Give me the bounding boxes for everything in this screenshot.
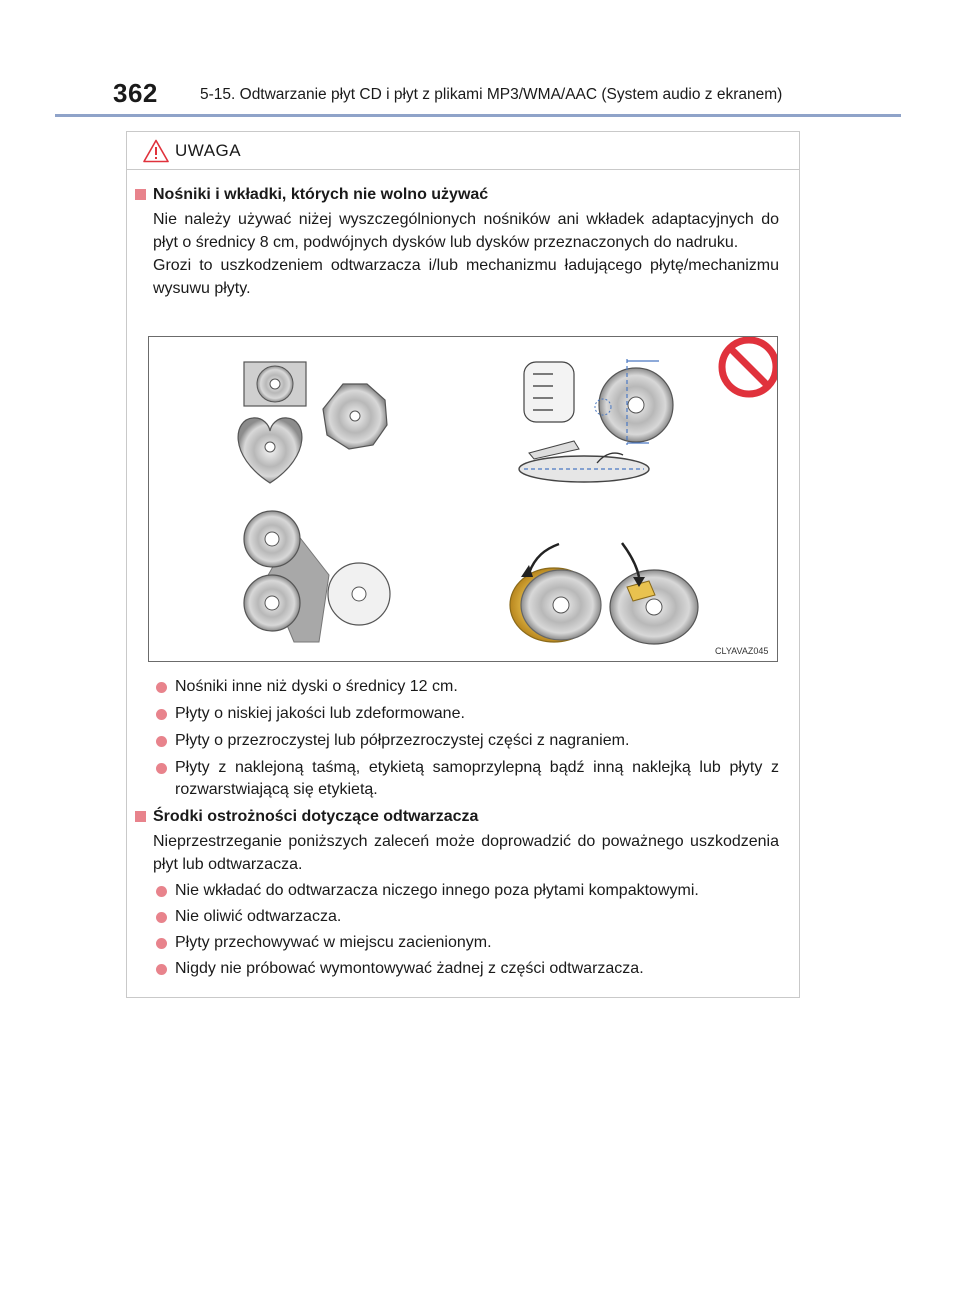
figure-code: CLYAVAZ045 xyxy=(715,646,769,656)
list-item: Nośniki inne niż dyski o średnicy 12 cm. xyxy=(153,676,779,698)
warning-label: UWAGA xyxy=(175,141,242,160)
section-title: Nośniki i wkładki, których nie wolno używać xyxy=(131,184,779,206)
illustration-svg xyxy=(149,337,777,661)
round-bullet-icon xyxy=(156,709,167,720)
forbidden-discs-illustration xyxy=(148,336,778,662)
section-title: Środki ostrożności dotyczące odtwarzacza xyxy=(131,806,779,828)
player-precautions-list xyxy=(153,880,779,980)
prohibited-sign-icon xyxy=(722,340,776,394)
round-bullet-icon xyxy=(156,964,167,975)
heart-disc-icon xyxy=(238,418,302,483)
forbidden-media-list xyxy=(153,676,779,801)
octagon-disc-icon xyxy=(323,384,387,449)
list-item: Płyty o przezroczystej lub półprzezroczystej części z nagraniem. xyxy=(153,730,779,752)
round-bullet-icon xyxy=(156,763,167,774)
list-item: Płyty z naklejoną taśmą, etykietą samoprzylepną bądź inną naklejką lub płyty z rozwarstwiającą się etykietą. xyxy=(153,757,779,801)
list-item: Płyty przechowywać w miejscu zacienionym. xyxy=(153,932,779,954)
warning-header xyxy=(127,132,799,170)
round-bullet-icon xyxy=(156,736,167,747)
list-item: Nie oliwić odtwarzacza. xyxy=(153,906,779,928)
square-bullet-icon xyxy=(135,189,146,200)
square-bullet-icon xyxy=(135,811,146,822)
round-bullet-icon xyxy=(156,938,167,949)
peeling-label-disc-icon xyxy=(510,544,601,642)
list-item: Nigdy nie próbować wymontowywać żadnej z części odtwarzacza. xyxy=(153,958,779,980)
section-paragraph: Grozi to uszkodzeniem odtwarzacza i/lub mechanizmu ładującego płytę/mechanizmu wysuwu płyty. xyxy=(153,257,779,297)
list-item: Nie wkładać do odtwarzacza niczego innego poza płytami kompaktowymi. xyxy=(153,880,779,902)
double-disc-diagram-icon xyxy=(519,359,673,482)
round-bullet-icon xyxy=(156,886,167,897)
section-player-precautions xyxy=(131,806,779,876)
page-number: 362 xyxy=(113,78,158,108)
adapter-disc-icon xyxy=(244,511,390,642)
round-bullet-icon xyxy=(156,682,167,693)
warning-triangle-icon xyxy=(143,139,169,163)
chapter-title: 5-15. Odtwarzanie płyt CD i płyt z plikami MP3/WMA/AAC (System audio z ekranem) xyxy=(200,86,783,103)
warning-box xyxy=(126,131,800,998)
list-item: Płyty o niskiej jakości lub zdeformowane. xyxy=(153,703,779,725)
section-forbidden-media xyxy=(131,184,779,300)
sticker-disc-icon xyxy=(610,543,698,644)
section-paragraph: Nie należy używać niżej wyszczególnionych nośników ani wkładek adaptacyjnych do płyt o średnicy 8 cm, podwójnych dysków lub dysków przeznaczonych do nadruku. xyxy=(153,211,779,251)
header-rule xyxy=(55,114,901,117)
round-bullet-icon xyxy=(156,912,167,923)
page-header xyxy=(55,78,901,118)
square-disc-icon xyxy=(244,362,306,406)
section-paragraph: Nieprzestrzeganie poniższych zaleceń może doprowadzić do poważnego uszkodzenia płyt lub odtwarzacza. xyxy=(153,833,779,873)
